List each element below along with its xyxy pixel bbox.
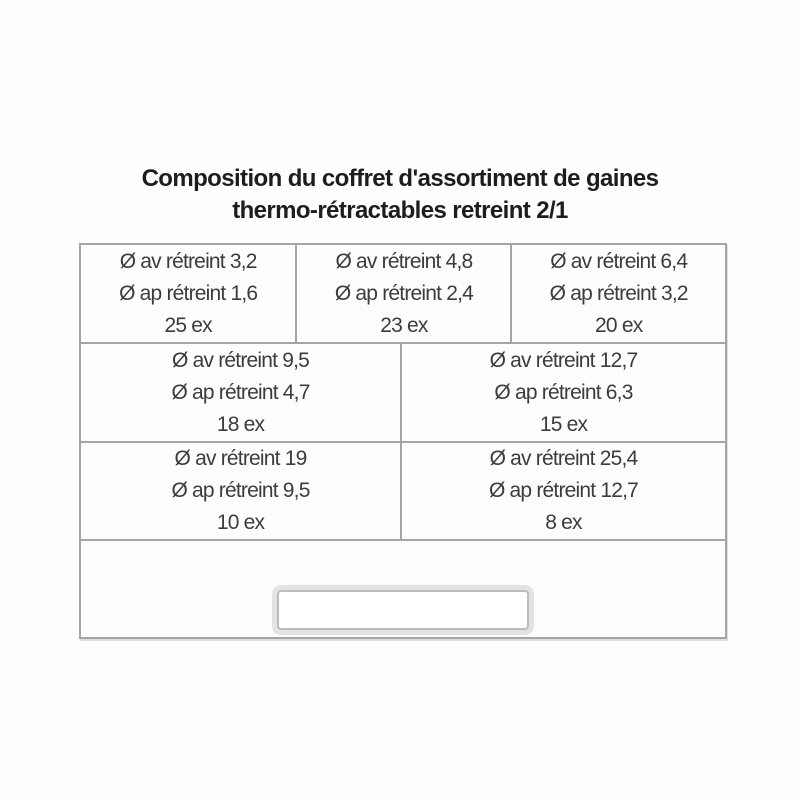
compartment-ap-label: Ø ap rétreint 9,5 — [171, 479, 310, 502]
compartment-av-label: Ø av rétreint 25,4 — [489, 447, 638, 470]
compartment-cell — [402, 344, 725, 441]
compartment-qty-label: 8 ex — [545, 511, 582, 534]
table-row — [81, 443, 725, 541]
page-title-line-2: thermo-rétractables retreint 2/1 — [232, 197, 568, 224]
compartment-ap-label: Ø ap rétreint 4,7 — [171, 380, 310, 404]
page-title — [0, 163, 800, 227]
compartment-cell — [297, 245, 512, 342]
compartment-ap-label: Ø ap rétreint 12,7 — [488, 479, 639, 502]
compartment-qty-label: 20 ex — [595, 313, 643, 337]
table-row — [81, 245, 725, 344]
compartment-qty-label: 25 ex — [164, 313, 212, 337]
compartment-qty-label: 10 ex — [216, 511, 265, 534]
compartment-cell — [81, 245, 297, 342]
compartment-cell — [512, 245, 725, 342]
compartment-av-label: Ø av rétreint 12,7 — [489, 348, 638, 372]
compartment-av-label: Ø av rétreint 19 — [174, 447, 307, 470]
compartment-cell — [402, 443, 725, 539]
compartment-ap-label: Ø ap rétreint 1,6 — [119, 281, 258, 305]
compartment-ap-label: Ø ap rétreint 2,4 — [334, 281, 473, 305]
compartment-ap-label: Ø ap rétreint 3,2 — [549, 281, 688, 305]
compartment-av-label: Ø av rétreint 3,2 — [119, 249, 257, 273]
compartment-cell — [81, 344, 402, 441]
compartment-qty-label: 18 ex — [216, 412, 265, 436]
empty-compartment — [81, 541, 725, 637]
compartment-qty-label: 23 ex — [380, 313, 428, 337]
table-row — [81, 344, 725, 443]
compartment-av-label: Ø av rétreint 6,4 — [550, 249, 688, 273]
compartment-ap-label: Ø ap rétreint 6,3 — [494, 380, 633, 404]
page-title-line-1: Composition du coffret d'assortiment de gaines — [141, 165, 659, 192]
compartment-av-label: Ø av rétreint 9,5 — [172, 348, 309, 372]
compartment-qty-label: 15 ex — [539, 412, 588, 436]
composition-table — [79, 243, 727, 639]
compartment-cell — [81, 443, 402, 539]
compartment-av-label: Ø av rétreint 4,8 — [335, 249, 473, 273]
label-slot — [277, 590, 529, 630]
table-row — [81, 541, 725, 637]
